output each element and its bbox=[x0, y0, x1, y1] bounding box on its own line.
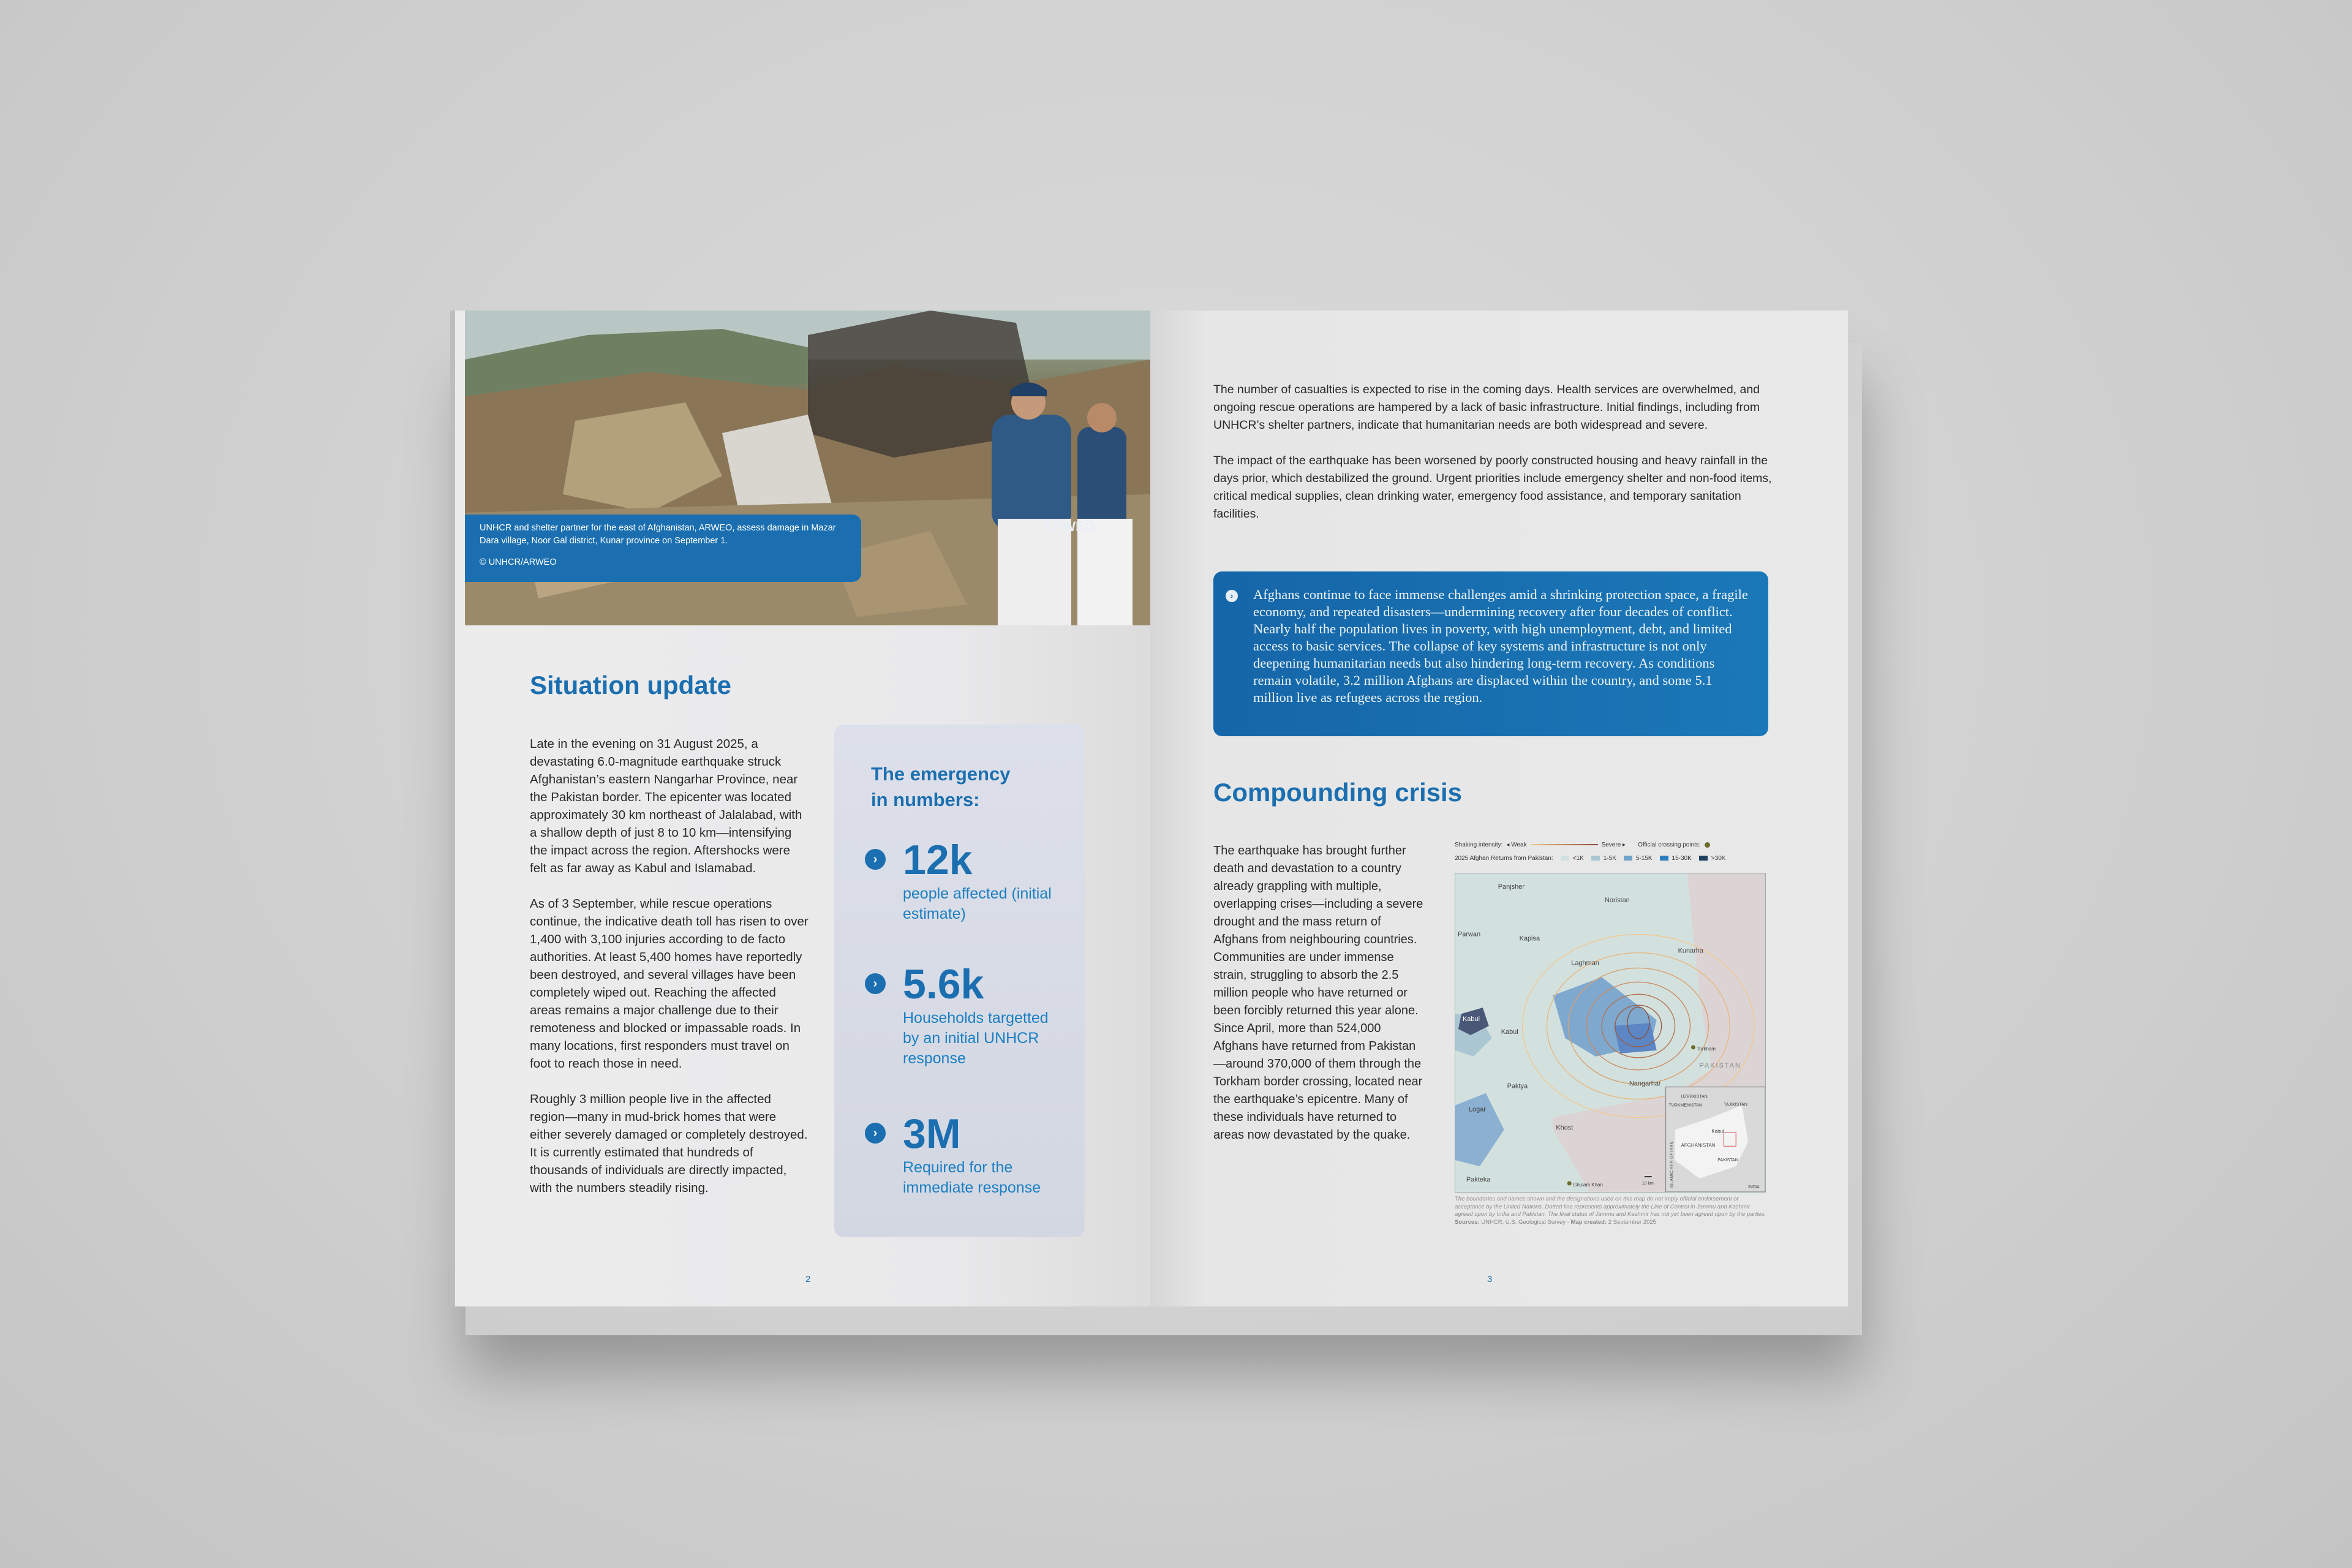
stat-label: Households targetted by an initial UNHCR response bbox=[903, 1009, 1049, 1067]
photo-credit: © UNHCR/ARWEO bbox=[480, 557, 557, 567]
sources-text: UNHCR, U.S. Geological Survey - bbox=[1481, 1218, 1569, 1226]
map-label: Pakteka bbox=[1466, 1176, 1491, 1184]
shaking-label: Shaking intensity: bbox=[1455, 841, 1503, 848]
crossing-label: Official crossing points: bbox=[1638, 841, 1701, 848]
earthquake-map bbox=[1455, 873, 1766, 1193]
legend-swatch bbox=[1561, 856, 1569, 861]
stat-value: 5.6k bbox=[903, 961, 984, 1008]
paragraph: The number of casualties is expected to rise in the coming days. Health services are overwhelmed, and ongoing rescue operations are hampered by a lack of basic infrastructure. Initial findings, including from UNHCR’s shelter partners, indicate that humanitarian needs are both widespread and severe. bbox=[1213, 383, 1760, 432]
legend-swatch bbox=[1660, 856, 1668, 861]
situation-body bbox=[530, 735, 809, 1215]
map-disclaimer bbox=[1455, 1196, 1767, 1226]
crossing-point-icon bbox=[1567, 1182, 1572, 1186]
inset-label: UZBEKISTAN bbox=[1681, 1095, 1708, 1099]
page-number: 3 bbox=[1487, 1274, 1493, 1284]
weak-label: ◂ Weak bbox=[1506, 841, 1527, 848]
legend-swatch bbox=[1699, 856, 1708, 861]
sources-label: Sources: bbox=[1455, 1218, 1480, 1226]
map-label: Parwan bbox=[1457, 930, 1481, 938]
returns-label: 2025 Afghan Returns from Pakistan: bbox=[1455, 854, 1553, 862]
chevron-right-icon: › bbox=[1226, 590, 1238, 602]
severe-label: Severe ▸ bbox=[1601, 841, 1626, 848]
map-label: Laghman bbox=[1571, 959, 1599, 967]
map-label: PAKISTAN bbox=[1699, 1061, 1741, 1069]
numbers-title-line: in numbers: bbox=[871, 789, 980, 810]
map-label: Torkham bbox=[1697, 1046, 1716, 1052]
map-label: Kabul bbox=[1462, 1016, 1480, 1023]
inset-map bbox=[1666, 1087, 1765, 1192]
legend-bin-label: >30K bbox=[1711, 854, 1726, 862]
chevron-right-icon: › bbox=[865, 973, 886, 994]
chevron-right-icon: › bbox=[865, 1123, 886, 1144]
map-label: Panjsher bbox=[1498, 883, 1525, 891]
compounding-crisis-heading: Compounding crisis bbox=[1213, 778, 1463, 807]
map-label: Kunarha bbox=[1678, 947, 1703, 955]
stat-label: Required for the immediate response bbox=[903, 1159, 1041, 1196]
scale-label: 10 km bbox=[1642, 1182, 1654, 1186]
paragraph: Roughly 3 million people live in the affected region—many in mud-brick homes that were either severely damaged or completely destroyed. It is currently estimated that hundreds of thousands of individuals are directly impacted, with the numbers steadily rising. bbox=[530, 1092, 808, 1195]
inset-label: Kabul bbox=[1711, 1128, 1724, 1134]
inset-label: TURKMENISTAN bbox=[1668, 1103, 1703, 1108]
created-label: Map created: bbox=[1570, 1218, 1607, 1226]
caption-text: UNHCR and shelter partner for the east of Afghanistan, ARWEO, assess damage in Mazar Dara village, Noor Gal district, Kunar province on September 1. bbox=[480, 523, 836, 546]
legend-bin-label: 5-15K bbox=[1635, 854, 1653, 862]
crossing-point-icon bbox=[1705, 842, 1710, 848]
map-label: Kabul bbox=[1501, 1028, 1518, 1036]
legend-bin-label: 15-30K bbox=[1672, 854, 1692, 862]
map-label-khost: Khost bbox=[1556, 1124, 1574, 1132]
paragraph: The impact of the earthquake has been worsened by poorly constructed housing and heavy rainfall in the days prior, which destabilized the ground. Urgent priorities include emergency shelter and non-food items, critical medical supplies, clean drinking water, emergency food assistance, and temporary sanitation facilities. bbox=[1213, 454, 1772, 521]
page-number: 2 bbox=[805, 1274, 811, 1284]
numbers-title-line: The emergency bbox=[871, 763, 1011, 785]
map-label: Ghulam Khan bbox=[1573, 1182, 1603, 1188]
map-label: Kapisa bbox=[1519, 935, 1540, 943]
map-label-paktya: Paktya bbox=[1507, 1082, 1528, 1090]
map-legend bbox=[1455, 838, 1767, 865]
legend-swatch bbox=[1624, 856, 1632, 861]
stat-label: people affected (initial estimate) bbox=[903, 885, 1052, 922]
paragraph: The earthquake has brought further death and devastation to a country already grappling with multiple, overlapping crises—including a severe drought and the mass return of Afghans from neighbouring countries. Communities are under immense strain, struggling to absorb the 2.5 million people who have returned or been forcibly returned this year alone. Since April, more than 524,000 Afghans have returned from Pakistan—around 370,000 of them through the Torkham border crossing, located near the earthquake’s epicentre. Many of these individuals have returned to areas now devastated by the quake. bbox=[1213, 844, 1423, 1142]
map-label: Logar bbox=[1468, 1106, 1486, 1114]
callout-text: Afghans continue to face immense challenges amid a shrinking protection space, a fragile economy, and repeated disasters—undermining recovery after four decades of conflict. Nearly half the population lives in poverty, with high unemployment, debt, and limited access to basic services. The collapse of key systems and infrastructure is not only deepening humanitarian needs but also hindering long-term recovery. As conditions remain volatile, 3.2 million Afghans are displaced within the country, and some 5.1 million live as refugees across the region. bbox=[1253, 587, 1748, 705]
inset-label: INDIA bbox=[1748, 1185, 1760, 1189]
right-body bbox=[1213, 381, 1777, 541]
map-label: Noristan bbox=[1605, 896, 1630, 904]
stat-value: 3M bbox=[903, 1110, 961, 1157]
paragraph: As of 3 September, while rescue operations continue, the indicative death toll has risen to over 1,400 with 3,100 injuries according to de facto authorities. At least 5,400 homes have reportedly been destroyed, and several villages have been completely wiped out. Reaching the affected areas remains a major challenge due to their remoteness and blocked or impassable roads. In many locations, first responders must travel on foot to reach those in need. bbox=[530, 897, 809, 1071]
legend-bin-label: 1-5K bbox=[1603, 854, 1616, 862]
situation-update-heading: Situation update bbox=[530, 671, 731, 699]
created-date: 2 September 2025 bbox=[1608, 1218, 1656, 1226]
inset-label: AFGHANISTAN bbox=[1681, 1142, 1716, 1148]
crisis-body bbox=[1213, 842, 1425, 1162]
stat-value: 12k bbox=[903, 837, 973, 883]
paragraph: Late in the evening on 31 August 2025, a devastating 6.0-magnitude earthquake struck Afghanistan’s eastern Nangarhar Province, near the Pakistan border. The epicenter was located approximately 30 km northeast of Jalalabad, with a shallow depth of just 8 to 10 km—intensifying the impact across the region. Aftershocks were felt as far away as Kabul and Islamabad. bbox=[530, 737, 802, 875]
legend-swatch bbox=[1591, 856, 1600, 861]
inset-label: TAJIKISTAN bbox=[1724, 1102, 1747, 1107]
inset-label: ISLAMIC REP. OF IRAN bbox=[1670, 1141, 1675, 1188]
scale-bar bbox=[1645, 1176, 1652, 1177]
photo-caption bbox=[465, 514, 861, 582]
map-sources bbox=[1455, 1219, 1767, 1227]
inset-label: PAKISTAN bbox=[1717, 1158, 1738, 1163]
map-svg bbox=[1455, 873, 1765, 1192]
emergency-numbers-box bbox=[834, 725, 1085, 1237]
numbers-title bbox=[871, 761, 1010, 813]
legend-bin-label: <1K bbox=[1572, 854, 1584, 862]
callout-box bbox=[1213, 571, 1768, 736]
vest-text: ARWEO bbox=[1044, 519, 1095, 534]
intensity-scale bbox=[1531, 844, 1598, 845]
crossing-point-icon bbox=[1691, 1045, 1695, 1049]
disclaimer-text: The boundaries and names shown and the designations used on this map do not imply official endorsement or acceptance by the United Nations. Dotted line represents approximately the Line of Control in Jammu and Kashmir agreed upon by India and Pakistan. The final status of Jammu and Kashmir has not yet been agreed upon by the parties. bbox=[1455, 1196, 1766, 1218]
chevron-right-icon: › bbox=[865, 849, 886, 870]
map-label: Nangarhar bbox=[1629, 1080, 1661, 1088]
